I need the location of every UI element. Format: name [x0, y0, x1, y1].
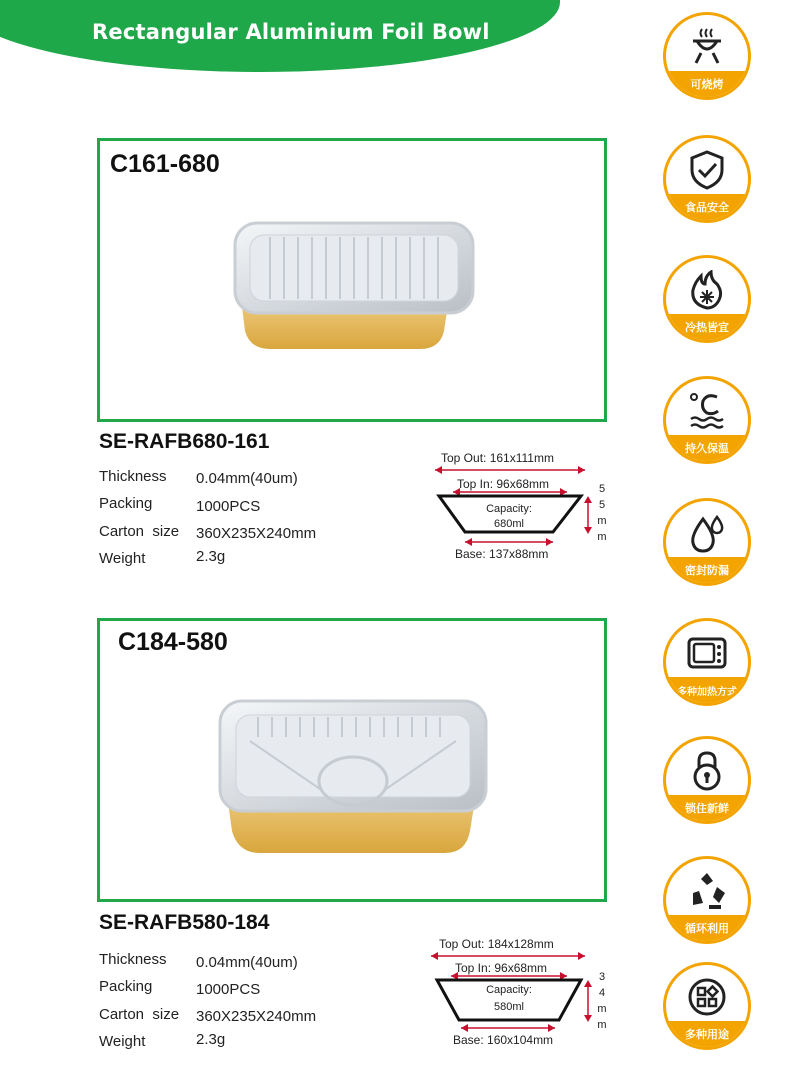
- feature-keep-warm: [663, 376, 751, 464]
- feature-label: 冷热皆宜: [685, 321, 729, 334]
- spec-label-packing: Packing: [99, 495, 153, 512]
- spec-value-weight: 2.3g: [196, 1031, 226, 1048]
- grill-icon: [687, 27, 727, 67]
- feature-lock-fresh: [663, 736, 751, 824]
- dimension-diagram: [425, 448, 615, 566]
- feature-label: 食品安全: [685, 201, 729, 214]
- height-char: m: [597, 1019, 607, 1031]
- feature-label: 循环利用: [685, 922, 729, 935]
- capacity-value: 580ml: [494, 1001, 524, 1013]
- height-char: 3: [598, 971, 606, 983]
- page-title: Rectangular Aluminium Foil Bowl: [92, 20, 490, 44]
- top-in-label: Top In: 96x68mm: [455, 961, 548, 975]
- spec-value-carton: 360X235X240mm: [196, 525, 317, 542]
- product-code: C184-580: [118, 628, 228, 656]
- height-char: 5: [598, 483, 606, 495]
- feature-label: 持久保温: [685, 442, 729, 455]
- spec-label-weight: Weight: [99, 550, 146, 567]
- capacity-value: 680ml: [494, 518, 524, 530]
- recycle-icon: [687, 871, 727, 911]
- padlock-icon: [687, 751, 727, 791]
- dimension-diagram: [425, 934, 615, 1052]
- feature-label: 可烧烤: [690, 78, 724, 91]
- spec-value-packing: 1000PCS: [196, 981, 261, 998]
- spec-label-weight: Weight: [99, 1033, 146, 1050]
- height-char: 5: [598, 499, 606, 511]
- feature-hot-cold: [663, 255, 751, 343]
- spec-value-thickness: 0.04mm(40um): [196, 954, 298, 971]
- capacity-label: Capacity:: [486, 503, 532, 515]
- spec-label-thickness: Thickness: [99, 468, 167, 485]
- top-out-label: Top Out: 184x128mm: [439, 937, 554, 951]
- base-label: Base: 137x88mm: [455, 547, 549, 561]
- product-sku: SE-RAFB680-161: [99, 430, 270, 453]
- foil-bowl-image: [100, 141, 604, 419]
- spec-value-packing: 1000PCS: [196, 498, 261, 515]
- spec-value-carton: 360X235X240mm: [196, 1008, 317, 1025]
- spec-value-thickness: 0.04mm(40um): [196, 470, 298, 487]
- spec-label-thickness: Thickness: [99, 951, 167, 968]
- feature-label: 多种用途: [685, 1028, 729, 1041]
- height-char: 4: [598, 987, 606, 999]
- product-image-box: [97, 138, 607, 422]
- foil-bowl-image: [100, 621, 604, 899]
- capacity-label: Capacity:: [486, 984, 532, 996]
- height-char: m: [597, 1003, 607, 1015]
- base-label: Base: 160x104mm: [453, 1033, 554, 1047]
- feature-label: 密封防漏: [685, 564, 729, 577]
- spec-label-carton: Carton size: [99, 1006, 180, 1023]
- feature-recycle: [663, 856, 751, 944]
- product-sku: SE-RAFB580-184: [99, 911, 270, 934]
- top-in-label: Top In: 96x68mm: [457, 477, 550, 491]
- height-char: m: [597, 515, 607, 527]
- feature-heating-methods: [663, 618, 751, 706]
- feature-grill: [663, 12, 751, 100]
- shield-check-icon: [687, 150, 727, 190]
- fire-snowflake-icon: [687, 270, 727, 310]
- droplets-icon: [687, 513, 727, 553]
- feature-label: 锁住新鲜: [685, 802, 729, 815]
- top-out-label: Top Out: 161x111mm: [441, 451, 554, 465]
- feature-label: 多种加热方式: [677, 687, 737, 698]
- microwave-icon: [687, 633, 727, 673]
- thermometer-icon: [687, 391, 727, 431]
- feature-sealed: [663, 498, 751, 586]
- product-code: C161-680: [110, 150, 220, 178]
- spec-label-carton: Carton size: [99, 523, 180, 540]
- height-char: m: [597, 531, 607, 543]
- feature-food-safety: [663, 135, 751, 223]
- spec-value-weight: 2.3g: [196, 548, 226, 565]
- product-image-box: [97, 618, 607, 902]
- feature-multi-use: [663, 962, 751, 1050]
- grid-icon: [687, 977, 727, 1017]
- spec-label-packing: Packing: [99, 978, 153, 995]
